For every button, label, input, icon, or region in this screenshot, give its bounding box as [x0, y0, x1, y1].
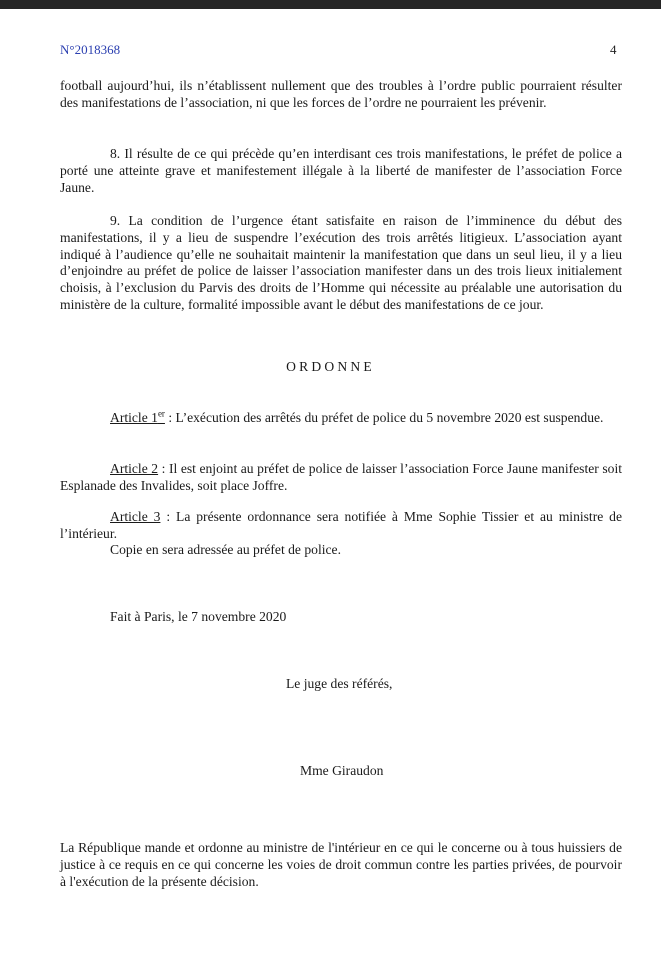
article-1	[60, 410, 622, 427]
top-bar	[0, 0, 661, 9]
article-1-label: Article 1er	[110, 408, 165, 425]
article-2-label: Article 2	[110, 461, 159, 476]
article-2-text: : Il est enjoint au préfet de police de laisser l’association Force Jaune manifester soit Esplanade des Invalides, soit place Joffre.	[60, 461, 622, 493]
judge-title: Le juge des référés,	[286, 676, 393, 691]
article-3-text: : La présente ordonnance sera notifiée à Mme Sophie Tissier et au ministre de l’intérieur.	[60, 509, 622, 541]
case-number: N°2018368	[60, 42, 121, 57]
article-3	[60, 509, 622, 543]
article-2	[60, 461, 622, 495]
paragraph-8: 8. Il résulte de ce qui précède qu’en interdisant ces trois manifestations, le préfet de police a porté une atteinte grave et manifestement illégale à la liberté de manifester de l’association Force Jaune.	[60, 146, 622, 195]
judge-signature-name: Mme Giraudon	[300, 763, 384, 778]
article-3-label: Article 3	[110, 509, 161, 524]
ordonne-heading: ORDONNE	[286, 359, 375, 374]
copie-line: Copie en sera adressée au préfet de police.	[110, 542, 341, 557]
page-number: 4	[610, 42, 617, 57]
fait-a-paris: Fait à Paris, le 7 novembre 2020	[110, 609, 287, 624]
paragraph-9: 9. La condition de l’urgence étant satisfaite en raison de l’imminence du début des manifestations, il y a lieu de suspendre l’exécution des trois arrêtés litigieux. L’association ayant indiqué à l’audience qu’elle ne souhaitait maintenir la manifestation que dans un seul lieu, il y a lieu d’enjoindre au préfet de police de laisser l’association manifester dans un des trois lieux initialement choisis, à l’exclusion du Parvis des droits de l’Homme qui nécessite au préalable une autorisation du ministère de la culture, formalité impossible avant le début des manifestations de ce jour.	[60, 213, 622, 312]
executory-formula: La République mande et ordonne au ministre de l'intérieur en ce qui le concerne ou à tous huissiers de justice à ce requis en ce qui concerne les voies de droit commun contre les parties privées, de pourvoir à l'exécution de la présente décision.	[60, 840, 622, 889]
paragraph-continuation: football aujourd’hui, ils n’établissent nullement que des troubles à l’ordre public pourraient résulter des manifestations de l’association, ni que les forces de l’ordre ne pourraient les prévenir.	[60, 78, 622, 110]
article-1-text: : L’exécution des arrêtés du préfet de police du 5 novembre 2020 est suspendue.	[164, 410, 604, 425]
